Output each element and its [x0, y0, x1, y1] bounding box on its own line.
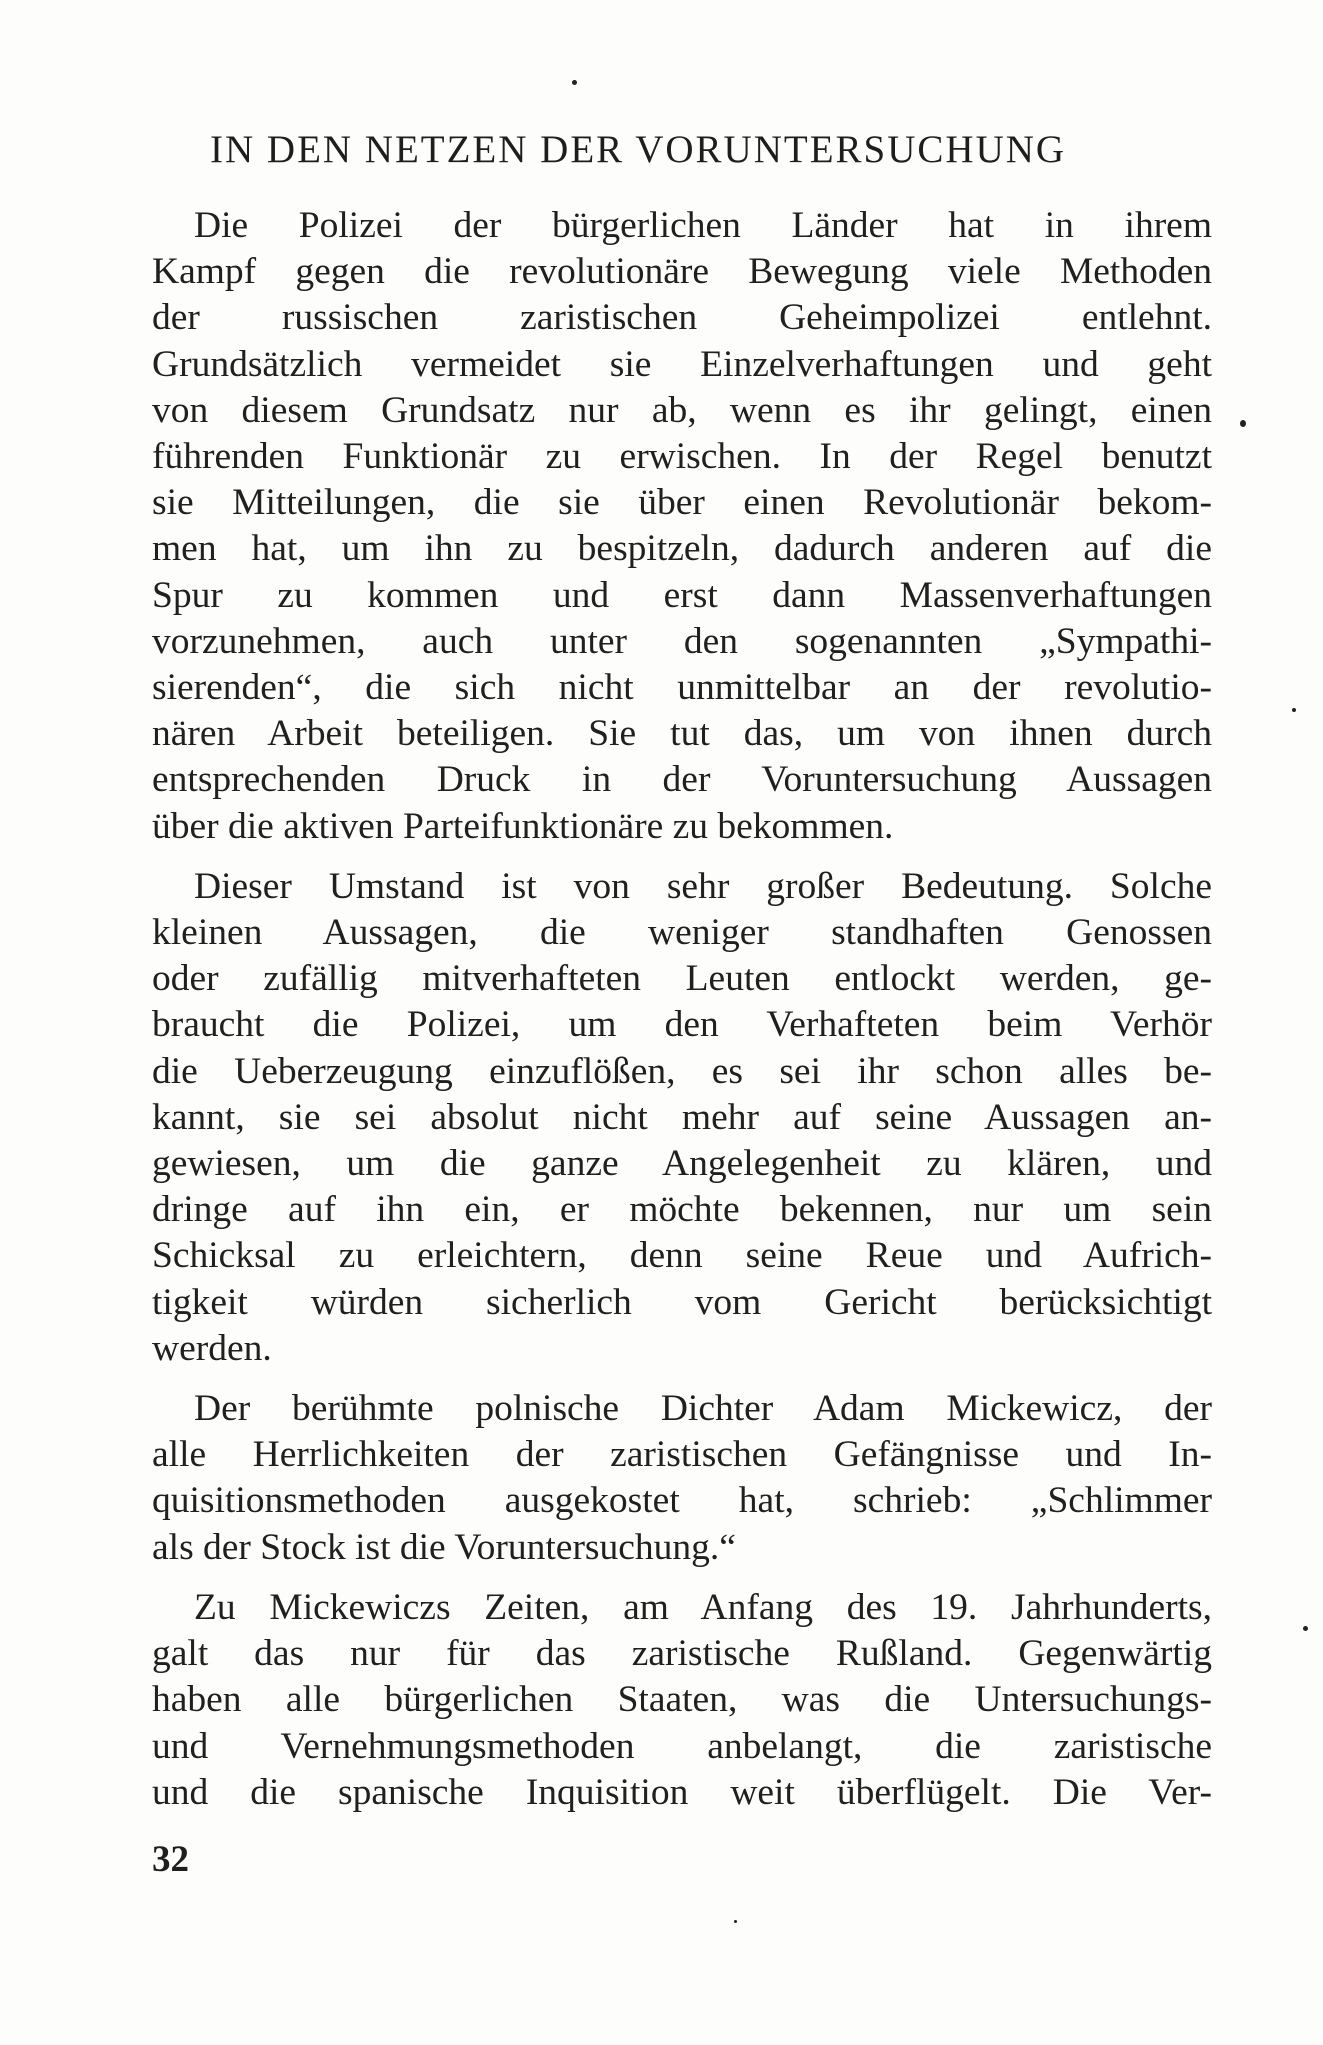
text-line: Schicksal zu erleichtern, denn seine Reue und Aufrich-	[152, 1235, 1212, 1277]
text-line: von diesem Grundsatz nur ab, wenn es ihr gelingt, einen	[152, 389, 1212, 431]
text-line: werden.	[152, 1327, 272, 1369]
text-line: galt das nur für das zaristische Rußland. Gegenwärtig	[152, 1633, 1212, 1675]
scan-speck	[1303, 1626, 1308, 1631]
text-line: sierenden“, die sich nicht unmittelbar an der revolutio-	[152, 667, 1212, 709]
text-line: Dieser Umstand ist von sehr großer Bedeutung. Solche	[194, 865, 1212, 907]
text-line: Der berühmte polnische Dichter Adam Mickewicz, der	[194, 1388, 1212, 1430]
text-line: führenden Funktionär zu erwischen. In der Regel benutzt	[152, 436, 1212, 478]
paragraph-1	[152, 203, 1212, 850]
paragraph-3	[152, 1386, 1212, 1571]
scan-speck	[1292, 708, 1296, 712]
text-line: haben alle bürgerlichen Staaten, was die Untersuchungs-	[152, 1679, 1212, 1721]
text-line: über die aktiven Parteifunktionäre zu bekommen.	[152, 805, 894, 847]
text-line: vorzunehmen, auch unter den sogenannten „Sympathi-	[152, 620, 1212, 662]
text-line: als der Stock ist die Voruntersuchung.“	[152, 1526, 736, 1568]
text-line: kleinen Aussagen, die weniger standhaften Genossen	[152, 912, 1212, 954]
text-line: und Vernehmungsmethoden anbelangt, die zaristische	[152, 1725, 1212, 1767]
text-line: entsprechenden Druck in der Voruntersuchung Aussagen	[152, 759, 1212, 801]
text-line: dringe auf ihn ein, er möchte bekennen, nur um sein	[152, 1189, 1212, 1231]
paragraph-2	[152, 864, 1212, 1372]
paragraph-gap	[152, 1571, 1212, 1585]
text-line: Spur zu kommen und erst dann Massenverhaftungen	[152, 574, 1212, 616]
text-line: sie Mitteilungen, die sie über einen Revolutionär bekom-	[152, 482, 1212, 524]
text-line: Grundsätzlich vermeidet sie Einzelverhaftungen und geht	[152, 343, 1212, 385]
text-line: quisitionsmethoden ausgekostet hat, schrieb: „Schlimmer	[152, 1480, 1212, 1522]
body-text	[152, 203, 1212, 1816]
text-line: men hat, um ihn zu bespitzeln, dadurch anderen auf die	[152, 528, 1212, 570]
scan-speck	[572, 80, 577, 85]
paragraph-gap	[152, 850, 1212, 864]
text-line: oder zufällig mitverhafteten Leuten entlockt werden, ge-	[152, 958, 1212, 1000]
text-line: Zu Mickewiczs Zeiten, am Anfang des 19. Jahrhunderts,	[194, 1586, 1212, 1628]
text-line: die Ueberzeugung einzuflößen, es sei ihr schon alles be-	[152, 1050, 1212, 1092]
text-line: braucht die Polizei, um den Verhafteten beim Verhör	[152, 1004, 1212, 1046]
chapter-heading: IN DEN NETZEN DER VORUNTERSUCHUNG	[210, 128, 1067, 171]
text-line: der russischen zaristischen Geheimpolizei entlehnt.	[152, 297, 1212, 339]
paragraph-gap	[152, 1372, 1212, 1386]
text-line: nären Arbeit beteiligen. Sie tut das, um von ihnen durch	[152, 713, 1212, 755]
scan-speck	[1240, 420, 1246, 427]
text-line: tigkeit würden sicherlich vom Gericht berücksichtigt	[152, 1281, 1212, 1323]
text-line: kannt, sie sei absolut nicht mehr auf seine Aussagen an-	[152, 1096, 1212, 1138]
scan-speck	[734, 1920, 737, 1923]
text-line: gewiesen, um die ganze Angelegenheit zu klären, und	[152, 1143, 1212, 1185]
paragraph-4	[152, 1585, 1212, 1816]
text-line: Die Polizei der bürgerlichen Länder hat in ihrem	[194, 205, 1212, 246]
text-line: und die spanische Inquisition weit überflügelt. Die Ver-	[152, 1771, 1212, 1813]
page-number: 32	[152, 1839, 189, 1880]
text-line: alle Herrlichkeiten der zaristischen Gefängnisse und In-	[152, 1434, 1212, 1476]
text-line: Kampf gegen die revolutionäre Bewegung viele Methoden	[152, 251, 1212, 293]
